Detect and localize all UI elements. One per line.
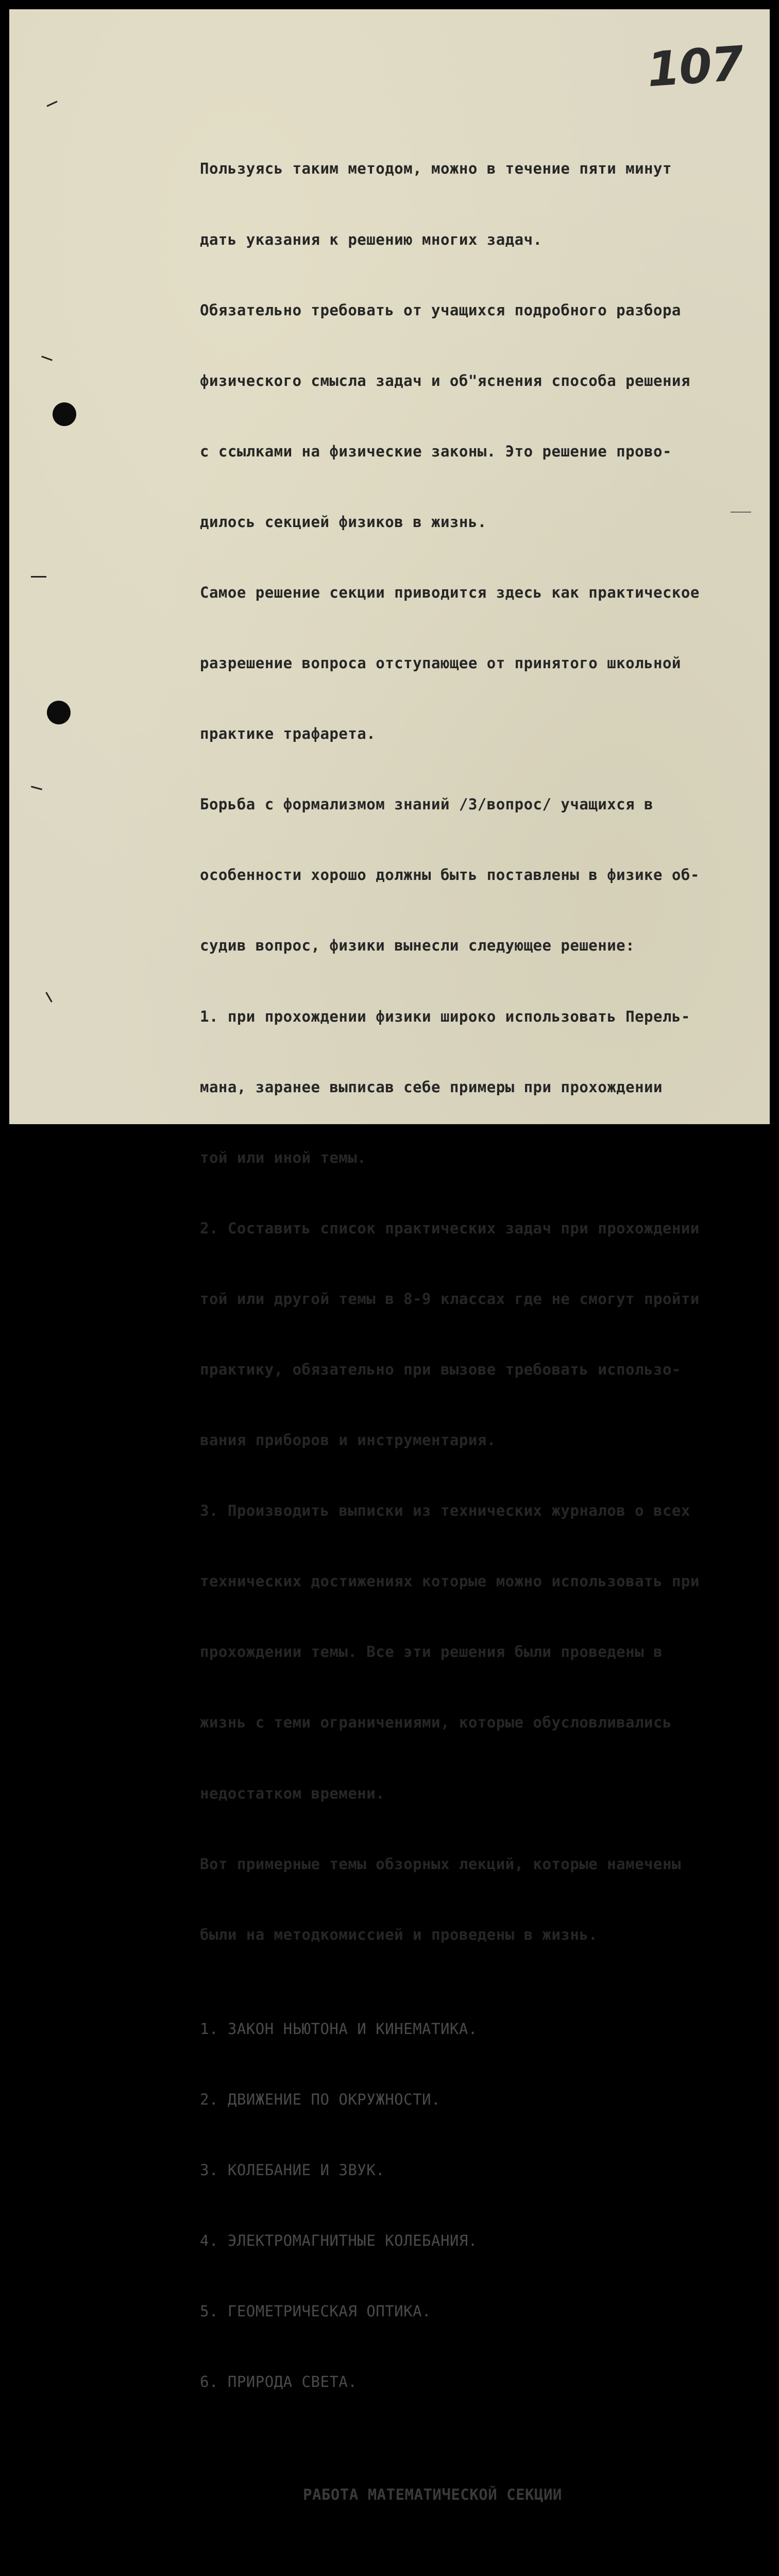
text-line: разрешение вопроса отступающее от принятого школьной <box>200 654 681 672</box>
text-line: практику, обязательно при вызове требовать использо- <box>200 1361 681 1378</box>
lecture-topic: 1. ЗАКОН НЬЮТОНА И КИНЕМАТИКА. <box>200 2020 478 2038</box>
text-line: судив вопрос, физики вынесли следующее решение: <box>200 937 635 955</box>
text-line: 2. Составить список практических задач при прохождении <box>200 1219 700 1237</box>
text-line: той или другой темы в 8-9 классах где не смогут пройти <box>200 1290 700 1308</box>
lecture-topic: 2. ДВИЖЕНИЕ ПО ОКРУЖНОСТИ. <box>200 2090 441 2108</box>
lecture-topic: 5. ГЕОМЕТРИЧЕСКАЯ ОПТИКА. <box>200 2302 431 2320</box>
text-line: были на методкомиссией и проведены в жизнь. <box>200 1925 598 1943</box>
text-line: вания приборов и инструментария. <box>200 1431 496 1449</box>
text-line: особенности хорошо должны быть поставлены в физике об- <box>200 866 700 884</box>
text-line: дать указания к решению многих задач. <box>200 230 543 248</box>
lecture-topic: 4. ЭЛЕКТРОМАГНИТНЫЕ КОЛЕБАНИЯ. <box>200 2231 478 2249</box>
text-line: той или иной темы. <box>200 1148 367 1166</box>
text-line: дилось секцией физиков в жизнь. <box>200 513 487 531</box>
margin-mark <box>31 576 46 578</box>
text-line: Пользуясь таким методом, можно в течение пяти минут <box>200 160 672 178</box>
text-line: жизнь с теми ограничениями, которые обусловливались <box>200 1714 672 1732</box>
text-line: 1. при прохождении физики широко использовать Перель- <box>200 1007 690 1025</box>
text-line: технических достижениях которые можно использовать при <box>200 1572 700 1590</box>
text-line: Обязательно требовать от учащихся подробного разбора <box>200 301 681 319</box>
folio-number: 107 <box>645 36 745 98</box>
margin-mark <box>31 786 42 790</box>
text-line: мана, заранее выписав себе примеры при прохождении <box>200 1078 663 1096</box>
text-line: Борьба с формализмом знаний /3/вопрос/ учащихся в <box>200 795 654 814</box>
lecture-topic: 6. ПРИРОДА СВЕТА. <box>200 2373 358 2391</box>
punch-hole <box>47 701 71 724</box>
margin-mark <box>46 100 57 107</box>
document-page <box>9 9 770 2503</box>
text-line: 3. Производить выписки из технических журналов о всех <box>200 1502 690 1520</box>
text-line: Вот примерные темы обзорных лекций, которые намечены <box>200 1855 681 1873</box>
typed-text <box>200 110 751 2576</box>
punch-hole <box>53 402 76 426</box>
margin-mark <box>45 992 53 1003</box>
lecture-topic: 3. КОЛЕБАНИЕ И ЗВУК. <box>200 2161 385 2179</box>
text-line: практике трафарета. <box>200 725 376 743</box>
text-line: недостатком времени. <box>200 1784 385 1802</box>
margin-mark <box>41 355 53 361</box>
text-line: Самое решение секции приводится здесь как практическое <box>200 583 700 601</box>
text-line: физического смысла задач и об"яснения способа решения <box>200 371 690 389</box>
section-heading: РАБОТА МАТЕМАТИЧЕСКОЙ СЕКЦИИ <box>303 2485 562 2503</box>
text-line: прохождении темы. Все эти решения были проведены в <box>200 1643 663 1661</box>
text-line: с ссылками на физические законы. Это решение прово- <box>200 442 672 460</box>
